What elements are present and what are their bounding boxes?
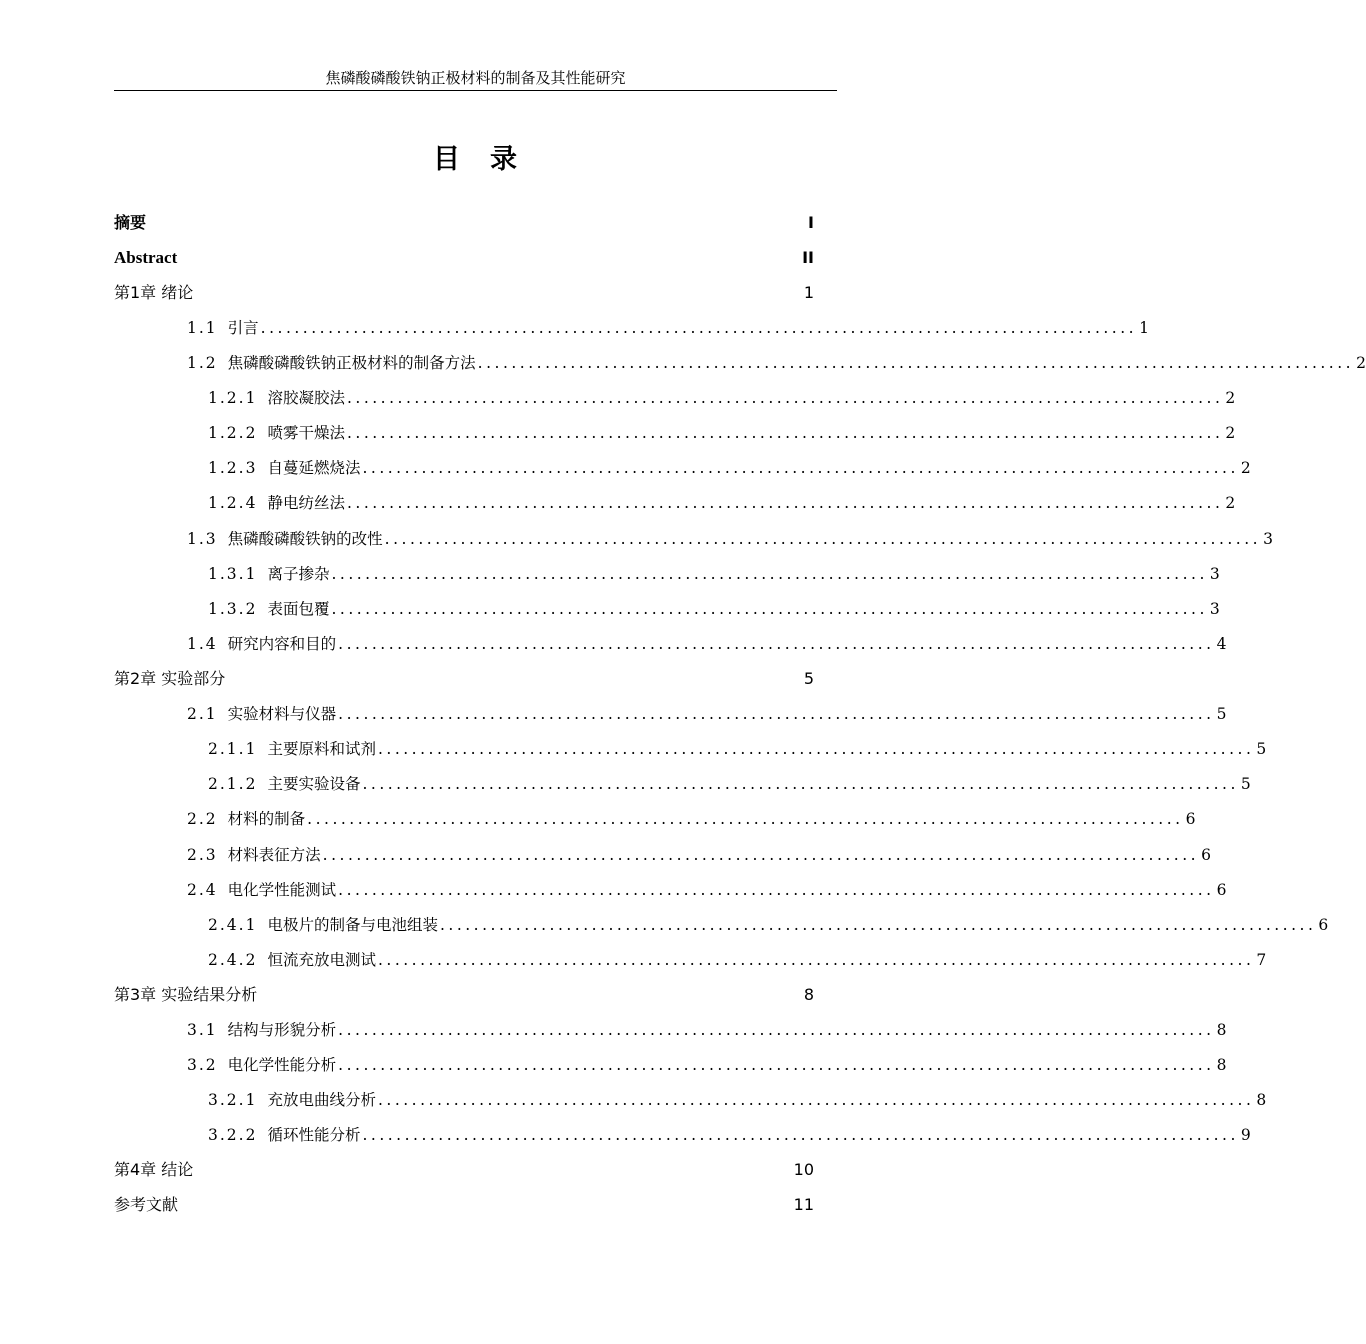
- toc-entry-label: 喷雾干燥法: [267, 424, 345, 442]
- toc-entry-section[interactable]: [187, 1052, 1227, 1078]
- dot-leader: ........................................................................................................: [439, 916, 1317, 934]
- toc-entry-page: 5: [803, 669, 814, 688]
- toc-entry-number: 1.3.1: [208, 565, 258, 583]
- toc-entry-chapter-4[interactable]: [114, 1157, 814, 1183]
- toc-entry-page: 1: [803, 283, 814, 302]
- toc-entry-label: 静电纺丝法: [267, 494, 345, 512]
- toc-entry-number: 3.1: [187, 1021, 218, 1039]
- toc-entry-label: 第4章 结论: [114, 1160, 194, 1179]
- toc-entry-label: 材料的制备: [227, 810, 306, 828]
- toc-entry-page: 8: [1216, 1021, 1227, 1039]
- toc-entry-label: 离子掺杂: [267, 565, 330, 583]
- dot-leader: ........................................................................................................: [346, 424, 1224, 442]
- toc-entry-label: 摘要: [114, 213, 147, 232]
- page-header: [114, 66, 837, 91]
- toc-entry-number: 2.4.2: [208, 951, 258, 969]
- toc-entry-page: II: [802, 248, 814, 267]
- dot-leader: ........................................................................................................: [338, 705, 1215, 723]
- toc-entry-label: 充放电曲线分析: [267, 1091, 376, 1109]
- dot-leader: ........................................................................................................: [384, 530, 1262, 548]
- toc-entry-number: 1.2.4: [208, 494, 258, 512]
- toc-entry-page: 7: [1256, 951, 1267, 969]
- toc-entry-label: 表面包覆: [267, 600, 330, 618]
- toc-entry-subsection[interactable]: [208, 455, 1251, 481]
- toc-entry-abstract-en[interactable]: [114, 245, 814, 271]
- toc-entry-label: 实验材料与仪器: [227, 705, 337, 723]
- toc-entry-page: 9: [1240, 1126, 1251, 1144]
- toc-entry-page: 10: [793, 1160, 814, 1179]
- toc-entry-page: 2: [1240, 459, 1251, 477]
- dot-leader: ........................................................................................................: [477, 354, 1355, 372]
- toc-entry-label: 参考文献: [114, 1195, 179, 1214]
- toc-entry-section[interactable]: [187, 806, 1196, 832]
- toc-entry-label: 电化学性能测试: [227, 881, 337, 899]
- dot-leader: ........................................................................................................: [307, 810, 1184, 828]
- toc-entry-page: 6: [1201, 846, 1211, 864]
- toc-title: 目录: [433, 144, 547, 175]
- toc-entry-page: 2: [1225, 424, 1236, 442]
- toc-entry-page: 4: [1216, 635, 1227, 653]
- toc-entry-page: I: [808, 213, 814, 232]
- toc-entry-number: 3.2.2: [208, 1126, 258, 1144]
- toc-entry-subsection[interactable]: [208, 1087, 1267, 1113]
- toc-entry-label: 焦磷酸磷酸铁钠正极材料的制备方法: [227, 354, 476, 372]
- toc-entry-number: 1.2.2: [208, 424, 258, 442]
- toc-entry-subsection[interactable]: [208, 736, 1267, 762]
- dot-leader: ........................................................................................................: [377, 1091, 1255, 1109]
- dot-leader: ........................................................................................................: [346, 389, 1224, 407]
- toc-entry-references[interactable]: [114, 1192, 814, 1218]
- toc-entry-label: 溶胶凝胶法: [267, 389, 345, 407]
- toc-entry-label: 第3章 实验结果分析: [114, 985, 258, 1004]
- toc-entry-section[interactable]: [187, 877, 1227, 903]
- toc-entry-label: 电化学性能分析: [227, 1056, 337, 1074]
- dot-leader: ........................................................................................................: [338, 1021, 1215, 1039]
- toc-entry-number: 2.4: [187, 881, 218, 899]
- toc-entry-label: 结构与形貌分析: [227, 1021, 337, 1039]
- toc-entry-number: 1.2.3: [208, 459, 258, 477]
- dot-leader: ........................................................................................................: [362, 775, 1239, 793]
- toc-entry-label: 材料表征方法: [227, 846, 321, 864]
- toc-entry-number: 2.2: [187, 810, 218, 828]
- toc-entry-abstract-cn[interactable]: [114, 210, 814, 236]
- dot-leader: ........................................................................................................: [260, 319, 1138, 337]
- toc-entry-page: 2: [1225, 494, 1236, 512]
- toc-entry-label: 第2章 实验部分: [114, 669, 226, 688]
- toc-entry-page: 5: [1216, 705, 1227, 723]
- dot-leader: ........................................................................................................: [362, 459, 1239, 477]
- toc-entry-page: 5: [1256, 740, 1267, 758]
- toc-entry-number: 1.3: [187, 530, 218, 548]
- toc-entry-page: 1: [1139, 319, 1149, 337]
- toc-entry-number: 2.1: [187, 705, 218, 723]
- dot-leader: ........................................................................................................: [377, 951, 1255, 969]
- toc-entry-page: 3: [1209, 600, 1220, 618]
- toc-entry-subsection[interactable]: [208, 771, 1251, 797]
- toc-entry-number: 1.3.2: [208, 600, 258, 618]
- toc-entry-label: 循环性能分析: [267, 1126, 361, 1144]
- toc-entry-label: 主要实验设备: [267, 775, 361, 793]
- toc-entry-number: 1.2.1: [208, 389, 258, 407]
- dot-leader: ........................................................................................................: [322, 846, 1200, 864]
- toc-entry-number: 1.4: [187, 635, 218, 653]
- toc-entry-chapter-2[interactable]: [114, 666, 814, 692]
- toc-entry-page: 8: [1216, 1056, 1227, 1074]
- toc-entry-subsection[interactable]: [208, 385, 1236, 411]
- toc-entry-number: 2.1.1: [208, 740, 258, 758]
- toc-entry-subsection[interactable]: [208, 561, 1220, 587]
- toc-entry-subsection[interactable]: [208, 596, 1220, 622]
- toc-entry-number: 2.1.2: [208, 775, 258, 793]
- toc-entry-section[interactable]: [187, 1017, 1227, 1043]
- toc-entry-page: 6: [1185, 810, 1196, 828]
- toc-entry-section[interactable]: [187, 701, 1227, 727]
- toc-entry-label: 研究内容和目的: [227, 635, 337, 653]
- toc-entry-section[interactable]: [187, 350, 1366, 376]
- toc-entry-section[interactable]: [187, 526, 1273, 552]
- toc-entry-label: 电极片的制备与电池组装: [267, 916, 438, 934]
- toc-entry-page: 5: [1240, 775, 1251, 793]
- toc-entry-number: 2.3: [187, 846, 218, 864]
- toc-entry-page: 3: [1263, 530, 1273, 548]
- toc-entry-label: 引言: [227, 319, 259, 337]
- toc-entry-subsection[interactable]: [208, 1122, 1251, 1148]
- toc-entry-number: 2.4.1: [208, 916, 258, 934]
- toc-entry-page: 11: [793, 1195, 814, 1214]
- dot-leader: ........................................................................................................: [331, 565, 1208, 583]
- toc-entry-label: Abstract: [114, 248, 178, 267]
- toc-entry-page: 6: [1216, 881, 1227, 899]
- toc-entry-page: 2: [1356, 354, 1366, 372]
- dot-leader: ........................................................................................................: [362, 1126, 1239, 1144]
- toc-entry-chapter-1[interactable]: [114, 280, 814, 306]
- toc-entry-section[interactable]: [187, 842, 1211, 868]
- toc-entry-page: 6: [1318, 916, 1329, 934]
- toc-entry-label: 焦磷酸磷酸铁钠的改性: [227, 530, 383, 548]
- toc-entry-subsection[interactable]: [208, 490, 1236, 516]
- toc-entry-label: 自蔓延燃烧法: [267, 459, 361, 477]
- toc-entry-section[interactable]: [187, 631, 1227, 657]
- toc-entry-number: 1.1: [187, 319, 218, 337]
- toc-entry-number: 3.2.1: [208, 1091, 258, 1109]
- toc-entry-page: 8: [803, 985, 814, 1004]
- toc-entry-label: 主要原料和试剂: [267, 740, 376, 758]
- toc-entry-chapter-3[interactable]: [114, 982, 814, 1008]
- toc-entry-subsection[interactable]: [208, 947, 1267, 973]
- toc-entry-subsection[interactable]: [208, 912, 1329, 938]
- toc-entry-page: 3: [1209, 565, 1220, 583]
- header-title: 焦磷酸磷酸铁钠正极材料的制备及其性能研究: [325, 69, 626, 87]
- dot-leader: ........................................................................................................: [346, 494, 1224, 512]
- toc-entry-subsection[interactable]: [208, 420, 1236, 446]
- dot-leader: ........................................................................................................: [338, 635, 1215, 653]
- dot-leader: ........................................................................................................: [338, 1056, 1215, 1074]
- toc-entry-number: 3.2: [187, 1056, 218, 1074]
- dot-leader: ........................................................................................................: [331, 600, 1208, 618]
- dot-leader: ........................................................................................................: [338, 881, 1215, 899]
- toc-entry-page: 8: [1256, 1091, 1267, 1109]
- toc-entry-label: 第1章 绪论: [114, 283, 194, 302]
- dot-leader: ........................................................................................................: [377, 740, 1255, 758]
- toc-entry-page: 2: [1225, 389, 1236, 407]
- toc-entry-label: 恒流充放电测试: [267, 951, 376, 969]
- toc-entry-section[interactable]: [187, 315, 1149, 341]
- toc-entry-number: 1.2: [187, 354, 218, 372]
